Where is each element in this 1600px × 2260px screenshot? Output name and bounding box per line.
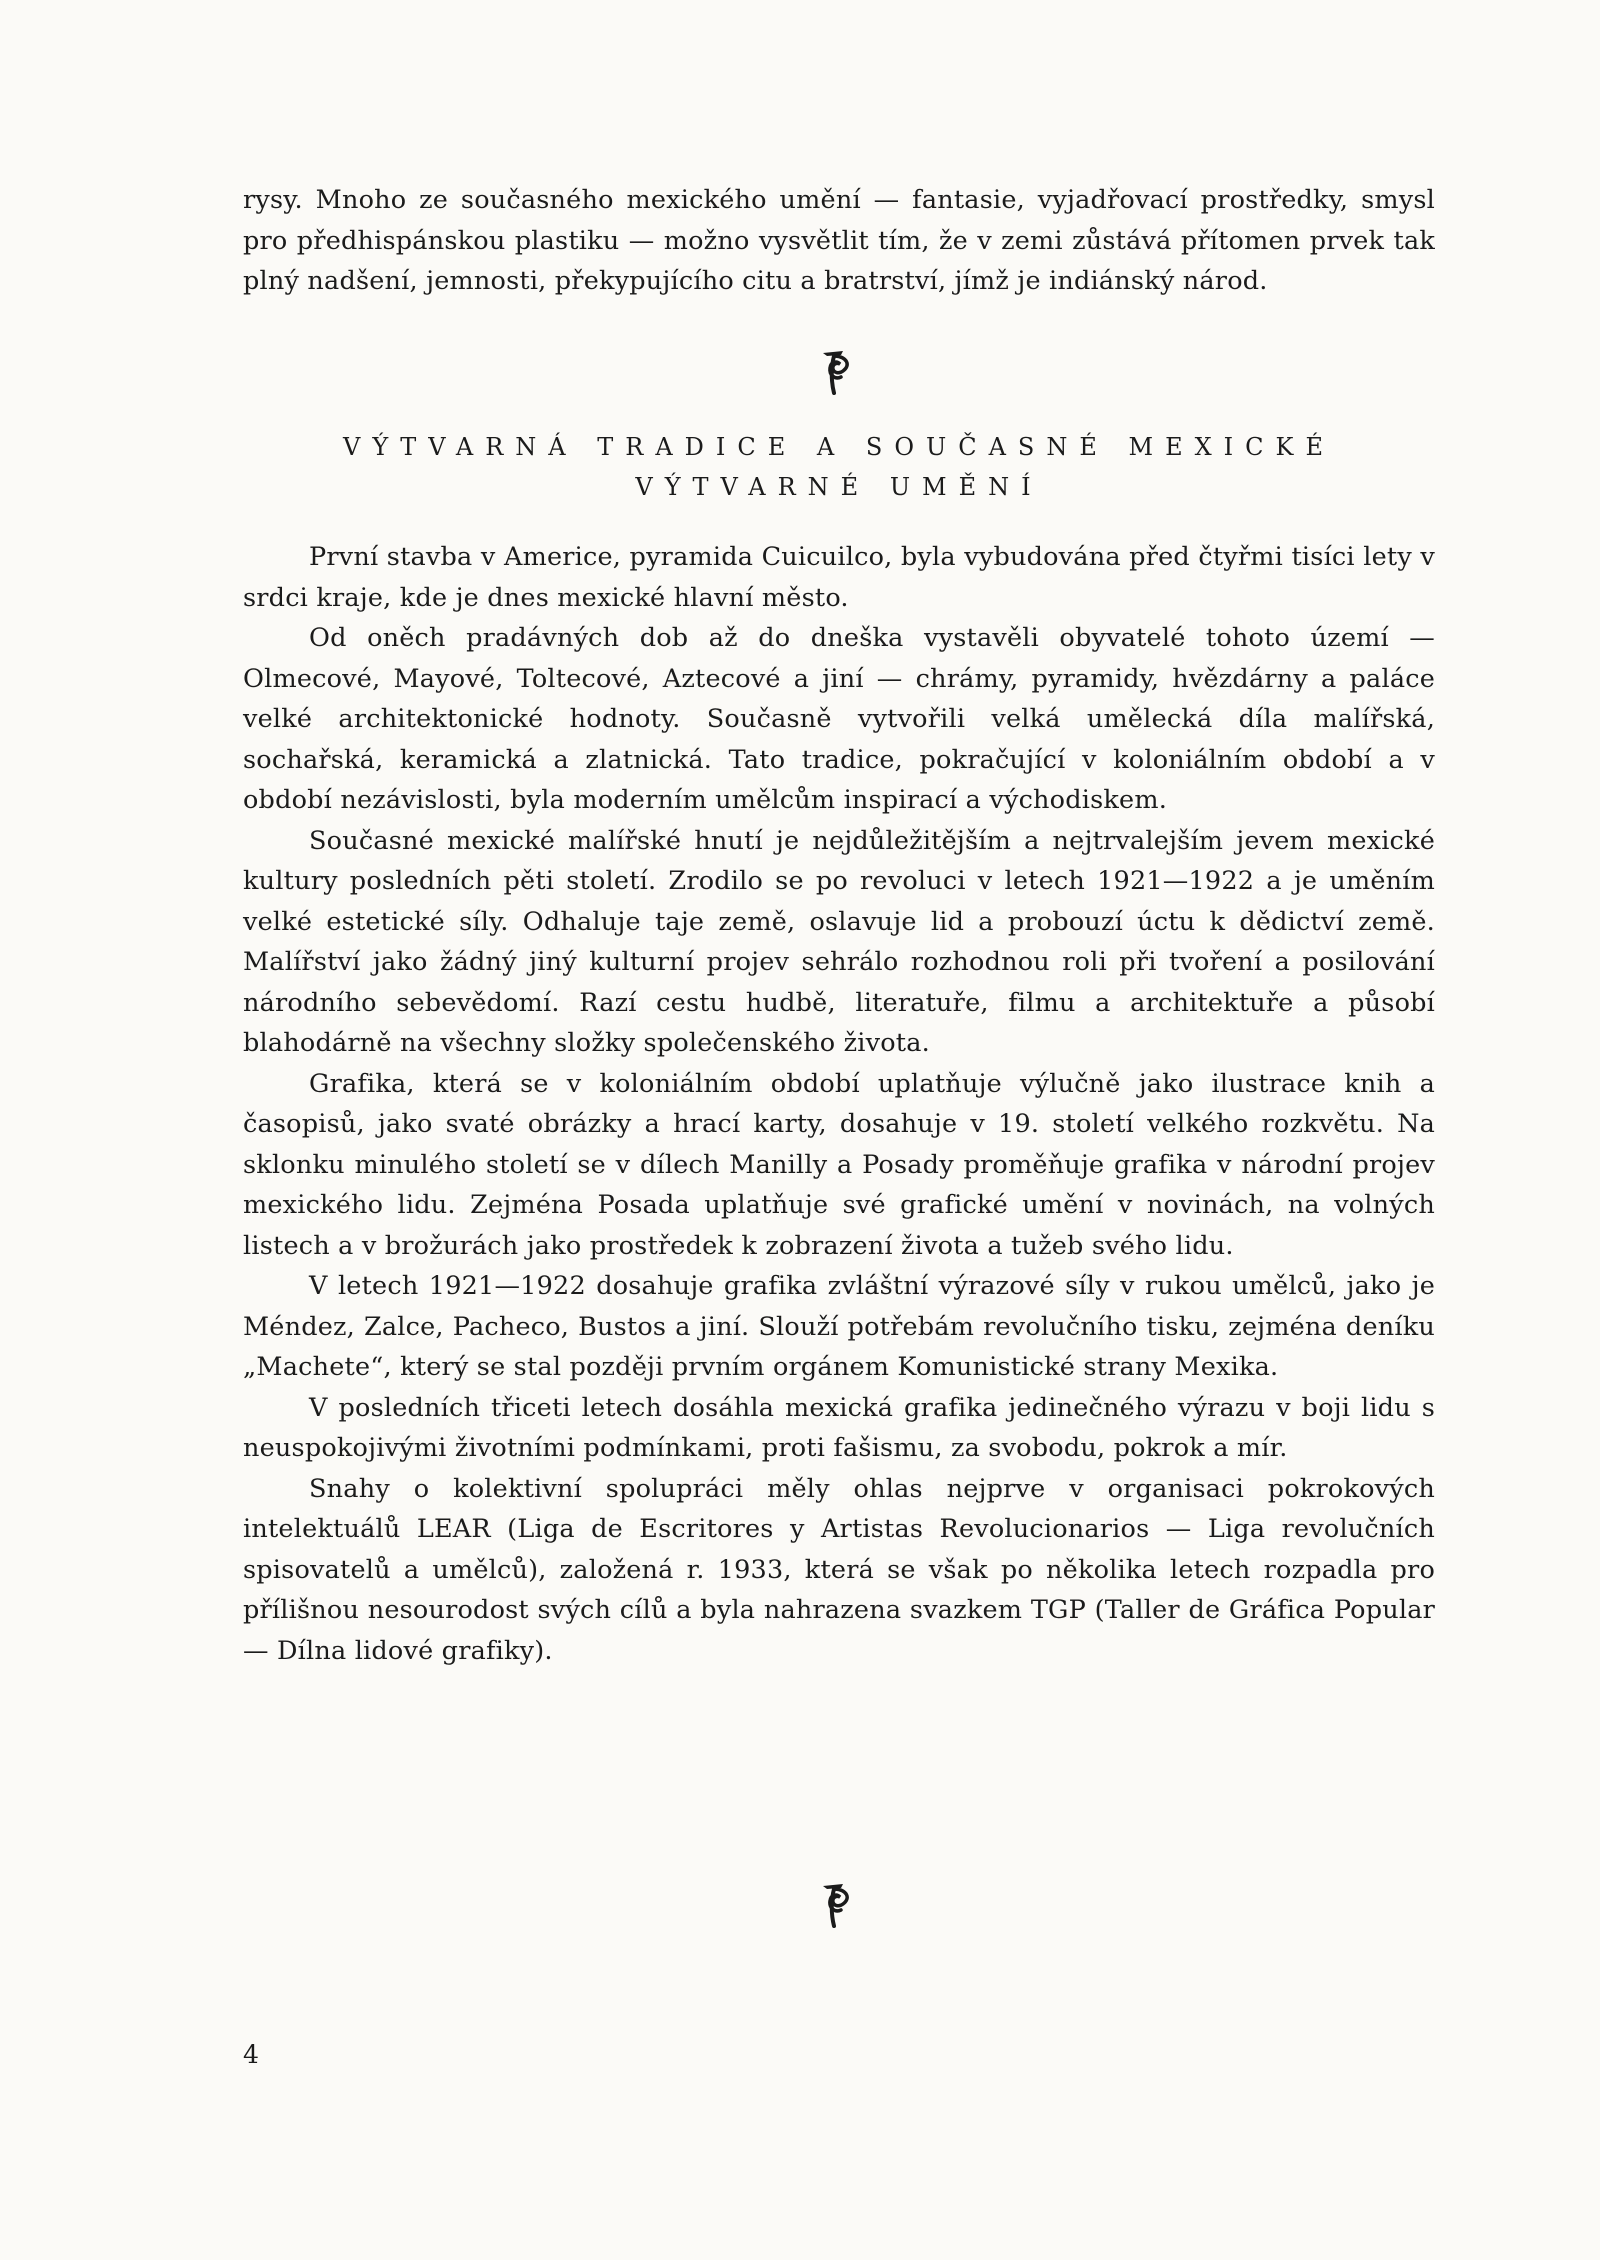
paragraph: První stavba v Americe, pyramida Cuicuilco, byla vybudována před čtyřmi tisíci lety v srdci kraje, kde je dnes mexické hlavní město. (243, 542, 1435, 613)
paragraph: Od oněch pradávných dob až do dneška vystavěli obyvatelé tohoto území — Olmecové, Mayové, Toltecové, Aztecové a jiní — chrámy, pyramidy, hvězdárny a paláce velké architektonické hodnoty. Současně vytvořili velká umělecká díla malířská, sochařská, keramická a zlatnická. Tato tradice, pokračující v koloniálním období a v období nezávislosti, byla moderním umělcům inspirací a východiskem. (243, 623, 1435, 815)
section-heading (243, 427, 1435, 507)
paragraph: Snahy o kolektivní spolupráci měly ohlas nejprve v organisaci pokrokových intelektuálů LEAR (Liga de Escritores y Artistas Revolucionarios — Liga revolučních spisovatelů a umělců), založená r. 1933, která se však po několika letech rozpadla pro přílišnou nesourodost svých cílů a byla nahrazena svazkem TGP (Taller de Gráfica Popular — Dílna lidové grafiky). (243, 1473, 1435, 1666)
paragraph: Grafika, která se v koloniálním období uplatňuje výlučně jako ilustrace knih a časopisů, jako svaté obrázky a hrací karty, dosahuje v 19. století velkého rozkvětu. Na sklonku minulého století se v dílech Manilly a Posady proměňuje grafika v národní projev mexického lidu. Zejména Posada uplatňuje své grafické umění v novinách, na volných listech a v brožurách jako prostředek k zobrazení života a tužeb svého lidu. (243, 1068, 1435, 1261)
intro-text-block (243, 180, 1435, 302)
intro-paragraph: rysy. Mnoho ze současného mexického umění — fantasie, vyjadřovací prostředky, smysl pro předhispánskou plastiku — možno vysvětlit tím, že v zemi zůstává přítomen prvek tak plný nadšení, jemnosti, překypujícího citu a bratrství, jímž je indiánský národ. (243, 185, 1435, 296)
section-heading-line-2: VÝTVARNÉ UMĚNÍ (635, 473, 1043, 501)
leaf-ornament-icon (817, 347, 857, 395)
leaf-ornament-icon (817, 1880, 857, 1928)
body-text-block (243, 537, 1435, 1671)
page-number: 4 (243, 2040, 259, 2069)
paragraph: Současné mexické malířské hnutí je nejdůležitějším a nejtrvalejším jevem mexické kultury posledních pěti století. Zrodilo se po revoluci v letech 1921—1922 a je uměním velké estetické síly. Odhaluje taje země, oslavuje lid a probouzí úctu k dědictví země. Malířství jako žádný jiný kulturní projev sehrálo rozhodnou roli při tvoření a posilování národního sebevědomí. Razí cestu hudbě, literatuře, filmu a architektuře a působí blahodárně na všechny složky společenského života. (243, 825, 1435, 1058)
paragraph: V posledních třiceti letech dosáhla mexická grafika jedinečného výrazu v boji lidu s neuspokojivými životními podmínkami, proti fašismu, za svobodu, pokrok a mír. (243, 1392, 1435, 1463)
section-heading-line-1: VÝTVARNÁ TRADICE A SOUČASNÉ MEXICKÉ (343, 433, 1335, 461)
paragraph: V letech 1921—1922 dosahuje grafika zvláštní výrazové síly v rukou umělců, jako je Méndez, Zalce, Pacheco, Bustos a jiní. Slouží potřebám revolučního tisku, zejména deníku „Machete“, který se stal později prvním orgánem Komunistické strany Mexika. (243, 1271, 1435, 1382)
